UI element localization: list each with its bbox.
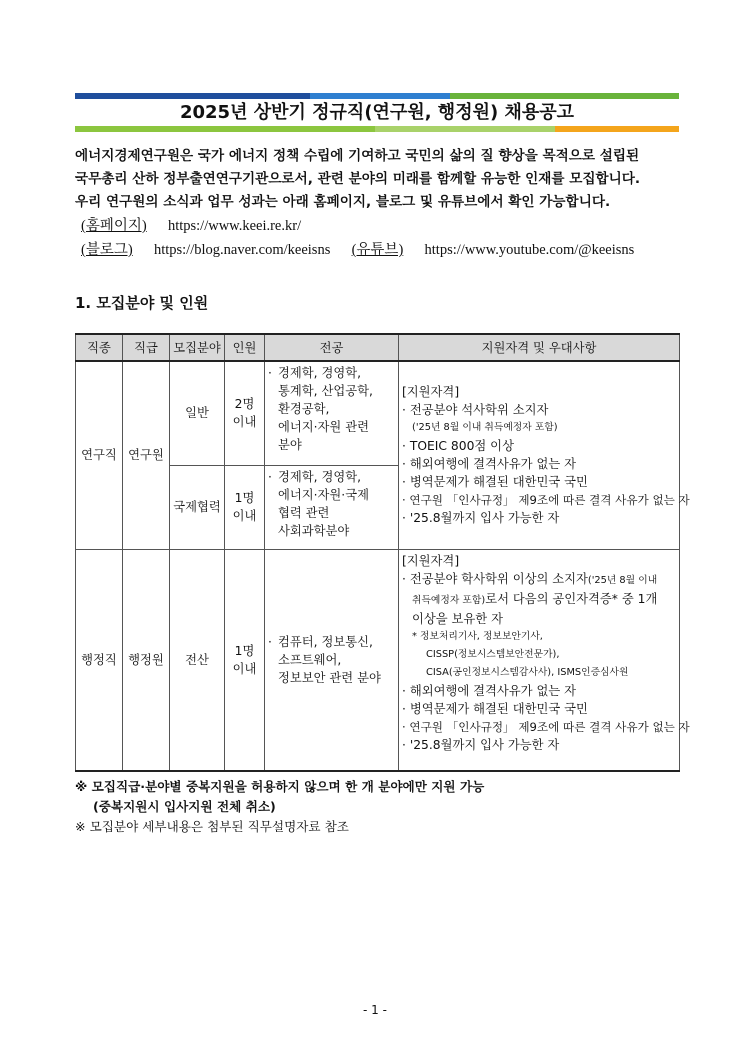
- field-cell: 국제협력: [170, 465, 225, 549]
- title-bottom-bar: [75, 126, 679, 132]
- major-cell: · 컴퓨터, 정보통신, 소프트웨어, 정보보안 관련 분야: [265, 549, 399, 771]
- grade-cell: 행정원: [123, 549, 170, 771]
- intro-line: 우리 연구원의 소식과 업무 성과는 아래 홈페이지, 블로그 및 유튜브에서 확인 가능합니다.: [75, 194, 611, 210]
- header-count: 인원: [225, 334, 265, 361]
- field-cell: 일반: [170, 361, 225, 465]
- youtube-label: (유튜브): [351, 242, 404, 258]
- intro-line: 국무총리 산하 정부출연연구기관으로서, 관련 분야의 미래를 함께할 유능한 인재를 모집합니다.: [75, 171, 641, 187]
- job-cell: 행정직: [76, 549, 123, 771]
- qualification-cell: [지원자격] · 전공분야 석사학위 소지자 ('25년 8월 이내 취득예정자 포함) · TOEIC 800점 이상 · 해외여행에 결격사유가 없는 자 · 병역문제가 해결된 대한민국 국민 · 연구원 「인사규정」 제9조에 따른 결격 사유가 없는 자 · '25.8월까지 입사 가능한 자: [399, 361, 680, 549]
- intro-text: [75, 145, 695, 214]
- table-header-row: [76, 334, 680, 361]
- count-cell: 1명 이내: [225, 465, 265, 549]
- page-number: - 1 -: [363, 1003, 387, 1017]
- note-mark: ※: [75, 819, 86, 834]
- major-cell: · 경제학, 경영학, 에너지·자원·국제 협력 관련 사회과학분야: [265, 465, 399, 549]
- section-title: 1. 모집분야 및 인원: [75, 294, 209, 312]
- intro-line: 에너지경제연구원은 국가 에너지 정책 수립에 기여하고 국민의 삶의 질 향상을 목적으로 설립된: [75, 148, 640, 164]
- recruitment-table: [75, 333, 690, 772]
- youtube-link[interactable]: https://www.youtube.com/@keeisns: [424, 242, 635, 258]
- job-cell: 연구직: [76, 361, 123, 549]
- major-cell: · 경제학, 경영학, 통계학, 산업공학, 환경공학, 에너지·자원 관련 분야: [265, 361, 399, 465]
- count-cell: 2명 이내: [225, 361, 265, 465]
- count-cell: 1명 이내: [225, 549, 265, 771]
- note-mark: ※: [75, 779, 88, 794]
- notes: [75, 777, 484, 837]
- qualification-cell: [지원자격] · 전공분야 학사학위 이상의 소지자('25년 8월 이내 취득예정자 포함)로서 다음의 공인자격증* 중 1개 이상을 보유한 자 * 정보처리기사, 정보보안기사, CISSP(정보시스템보안전문가), CISA(공인정보시스템감사사), ISMS인증심사원 · 해외여행에 결격사유가 없는 자 · 병역문제가 해결된 대한민국 국민 · 연구원 「인사규정」 제9조에 따른 결격 사유가 없는 자 · '25.8월까지 입사 가능한 자: [399, 549, 680, 771]
- header-field: 모집분야: [170, 334, 225, 361]
- homepage-link[interactable]: https://www.keei.re.kr/: [167, 218, 302, 234]
- note-text: 모집분야 세부내용은 첨부된 직무설명자료 참조: [89, 819, 349, 834]
- note-sub: (중복지원시 입사지원 전체 취소): [93, 799, 276, 814]
- grade-cell: 연구원: [123, 361, 170, 549]
- blog-label: (블로그): [81, 242, 133, 258]
- field-cell: 전산: [170, 549, 225, 771]
- header-job: 직종: [76, 334, 123, 361]
- note-text: 모집직급·분야별 중복지원을 허용하지 않으며 한 개 분야에만 지원 가능: [91, 779, 485, 794]
- document-title: 2025년 상반기 정규직(연구원, 행정원) 채용공고: [179, 102, 575, 123]
- header-grade: 직급: [123, 334, 170, 361]
- blog-link[interactable]: https://blog.naver.com/keeisns: [153, 242, 331, 258]
- table-row: [76, 549, 680, 771]
- header-major: 전공: [265, 334, 399, 361]
- header-qualification: 지원자격 및 우대사항: [399, 334, 680, 361]
- table-row: [76, 361, 680, 465]
- homepage-label: (홈페이지): [81, 218, 147, 234]
- link-list: [81, 214, 634, 262]
